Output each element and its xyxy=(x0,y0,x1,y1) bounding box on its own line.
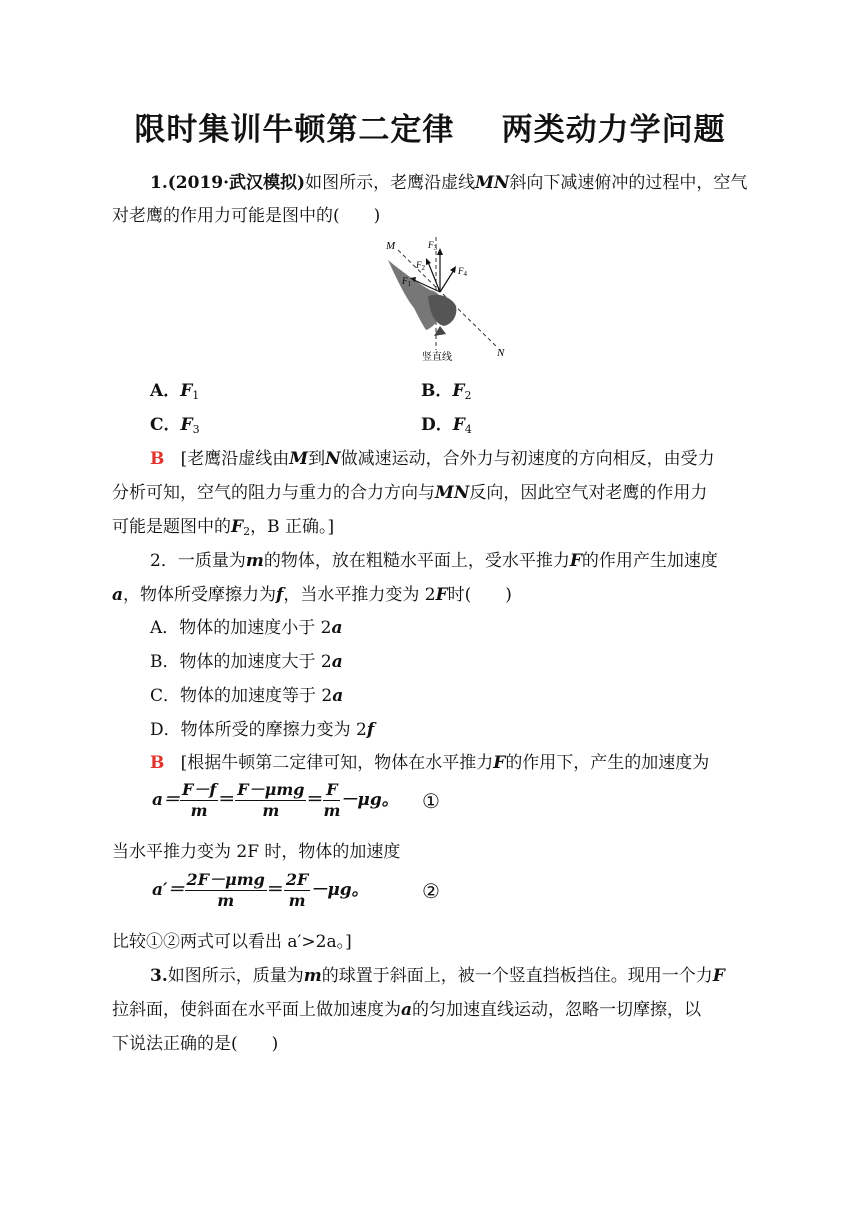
equation-marker-1: ① xyxy=(422,789,440,813)
q3-stem-line3: 下说法正确的是( ) xyxy=(112,1034,279,1054)
f4-arrow xyxy=(440,270,454,292)
q2-option-c: C．物体的加速度等于 2a xyxy=(150,686,344,706)
q2-explanation-line2: 当水平推力变为 2F 时，物体的加速度 xyxy=(112,842,401,862)
q1-option-a: A．$F_1$ xyxy=(150,381,200,402)
q1-option-d: D．$F_4$ xyxy=(421,415,472,436)
q1-stem-line1: 1.(2019·武汉模拟)如图所示，老鹰沿虚线MN斜向下减速俯冲的过程中，空气 xyxy=(150,173,748,193)
q1-option-b: B．$F_2$ xyxy=(421,381,472,402)
q2-option-a: A．物体的加速度小于 2a xyxy=(150,618,343,638)
f2-label: $F_2$ xyxy=(416,260,425,272)
q1-answer: B xyxy=(150,449,165,469)
f3-label: $F_3$ xyxy=(428,240,437,252)
q2-explanation-line3: 比较①②两式可以看出 a′>2a。] xyxy=(112,932,352,952)
q1-number: 1. xyxy=(150,173,168,193)
q1-option-c: C．$F_3$ xyxy=(150,415,200,436)
q2-answer: B xyxy=(150,753,165,773)
q1-source: (2019·武汉模拟) xyxy=(167,173,306,193)
q1-stem-line2: 对老鹰的作用力可能是图中的( ) xyxy=(112,206,381,226)
f1-label: $F_1$ xyxy=(402,276,411,288)
q2-stem-line2: a，物体所受摩擦力为f，当水平推力变为 2F时( ) xyxy=(112,585,512,605)
eagle-figure xyxy=(370,232,510,364)
q3-stem-line1: 3.如图所示，质量为m的球置于斜面上，被一个竖直挡板挡住。现用一个力F xyxy=(150,966,725,986)
n-label: N xyxy=(497,347,505,359)
q1-explanation-line1: B [老鹰沿虚线由M到N做减速运动，合外力与初速度的方向相反，由受力 xyxy=(150,449,715,469)
q2-option-d: D．物体所受的摩擦力变为 2f xyxy=(150,720,375,740)
vertical-line-label: 竖直线 xyxy=(422,352,452,363)
q3-stem-line2: 拉斜面，使斜面在水平面上做加速度为a的匀加速直线运动，忽略一切摩擦，以 xyxy=(112,1000,702,1020)
m-label: M xyxy=(386,240,396,252)
q2-explanation-line1: B [根据牛顿第二定律可知，物体在水平推力F的作用下，产生的加速度为 xyxy=(150,753,710,773)
f4-label: $F_4$ xyxy=(458,266,467,278)
q2-option-b: B．物体的加速度大于 2a xyxy=(150,652,343,672)
q1-explanation-line3: 可能是题图中的$F_2$，B 正确。] xyxy=(112,517,335,538)
q2-equation-1: a＝ $\frac{F-f}{m}$ ＝ $\frac{\text{F－μmg}}{m}$ ＝ $\frac{F}{m}$ －μg。 xyxy=(152,780,399,820)
page-title: 限时集训牛顿第二定律 两类动力学问题 xyxy=(134,112,726,148)
q2-equation-2: a′＝ $\frac{\text{2F－μmg}}{m}$ ＝ $\frac{2F}{m}$ －μg。 xyxy=(152,870,369,910)
q1-explanation-line2: 分析可知，空气的阻力与重力的合力方向与MN反向，因此空气对老鹰的作用力 xyxy=(112,483,708,503)
equation-marker-2: ② xyxy=(422,879,440,903)
q2-stem-line1: 2．一质量为m的物体，放在粗糙水平面上，受水平推力F的作用产生加速度 xyxy=(150,551,718,571)
